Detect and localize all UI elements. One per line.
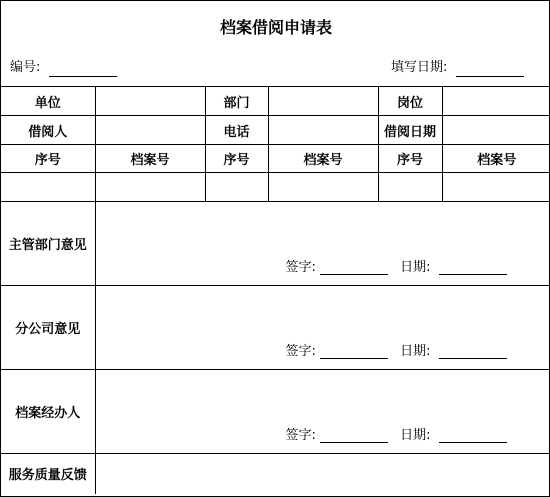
borrow-date-value[interactable] xyxy=(442,116,550,145)
seq-cell-3[interactable] xyxy=(378,173,442,202)
opinion-row-department xyxy=(1,202,550,286)
seq-cell-2[interactable] xyxy=(205,173,268,202)
archive-no-cell-2[interactable] xyxy=(268,173,378,202)
sign-label: 签字: xyxy=(285,428,316,443)
opinion-row-handler xyxy=(1,370,550,454)
borrower-label: 借阅人 xyxy=(1,116,95,145)
fill-date-blank[interactable] xyxy=(456,62,524,77)
department-opinion-area[interactable] xyxy=(95,202,550,286)
form-title: 档案借阅申请表 xyxy=(219,18,332,37)
serial-number-field xyxy=(10,59,117,77)
seq-header-3: 序号 xyxy=(378,145,442,173)
department-signature-line xyxy=(286,256,515,275)
borrow-date-label: 借阅日期 xyxy=(378,116,442,145)
phone-value[interactable] xyxy=(268,116,378,145)
sign-label: 签字: xyxy=(285,344,316,359)
archive-no-header-1: 档案号 xyxy=(95,145,205,173)
feedback-row xyxy=(1,454,550,494)
borrower-value[interactable] xyxy=(95,116,205,145)
department-label: 部门 xyxy=(205,87,268,116)
archive-no-header-2: 档案号 xyxy=(268,145,378,173)
branch-opinion-label: 分公司意见 xyxy=(1,286,95,370)
position-label: 岗位 xyxy=(378,87,442,116)
serial-number-blank[interactable] xyxy=(49,62,117,77)
list-header-row xyxy=(1,145,550,173)
date-blank[interactable] xyxy=(439,260,507,275)
sign-label: 签字: xyxy=(285,260,316,275)
opinion-row-branch xyxy=(1,286,550,370)
sign-blank[interactable] xyxy=(320,428,388,443)
archive-no-header-3: 档案号 xyxy=(442,145,550,173)
date-label: 日期: xyxy=(400,344,431,359)
handler-opinion-area[interactable] xyxy=(95,370,550,454)
archive-no-cell-3[interactable] xyxy=(442,173,550,202)
position-value[interactable] xyxy=(442,87,550,116)
unit-label: 单位 xyxy=(1,87,95,116)
handler-signature-line xyxy=(286,424,515,443)
info-row-borrower xyxy=(1,116,550,145)
serial-number-label: 编号: xyxy=(10,60,41,75)
phone-label: 电话 xyxy=(205,116,268,145)
list-entry-row xyxy=(1,173,550,202)
department-value[interactable] xyxy=(268,87,378,116)
date-label: 日期: xyxy=(400,260,431,275)
unit-value[interactable] xyxy=(95,87,205,116)
info-row-unit xyxy=(1,87,550,116)
feedback-area[interactable] xyxy=(95,454,550,494)
branch-signature-line xyxy=(286,340,515,359)
fill-date-field xyxy=(391,59,524,77)
application-table xyxy=(1,86,550,494)
handler-opinion-label: 档案经办人 xyxy=(1,370,95,454)
seq-header-1: 序号 xyxy=(1,145,95,173)
sign-blank[interactable] xyxy=(320,260,388,275)
archive-no-cell-1[interactable] xyxy=(95,173,205,202)
date-blank[interactable] xyxy=(439,428,507,443)
seq-header-2: 序号 xyxy=(205,145,268,173)
date-blank[interactable] xyxy=(439,344,507,359)
seq-cell-1[interactable] xyxy=(1,173,95,202)
department-opinion-label: 主管部门意见 xyxy=(1,202,95,286)
feedback-label: 服务质量反馈 xyxy=(1,454,95,494)
fill-date-label: 填写日期: xyxy=(391,60,448,75)
sign-blank[interactable] xyxy=(320,344,388,359)
branch-opinion-area[interactable] xyxy=(95,286,550,370)
date-label: 日期: xyxy=(400,428,431,443)
